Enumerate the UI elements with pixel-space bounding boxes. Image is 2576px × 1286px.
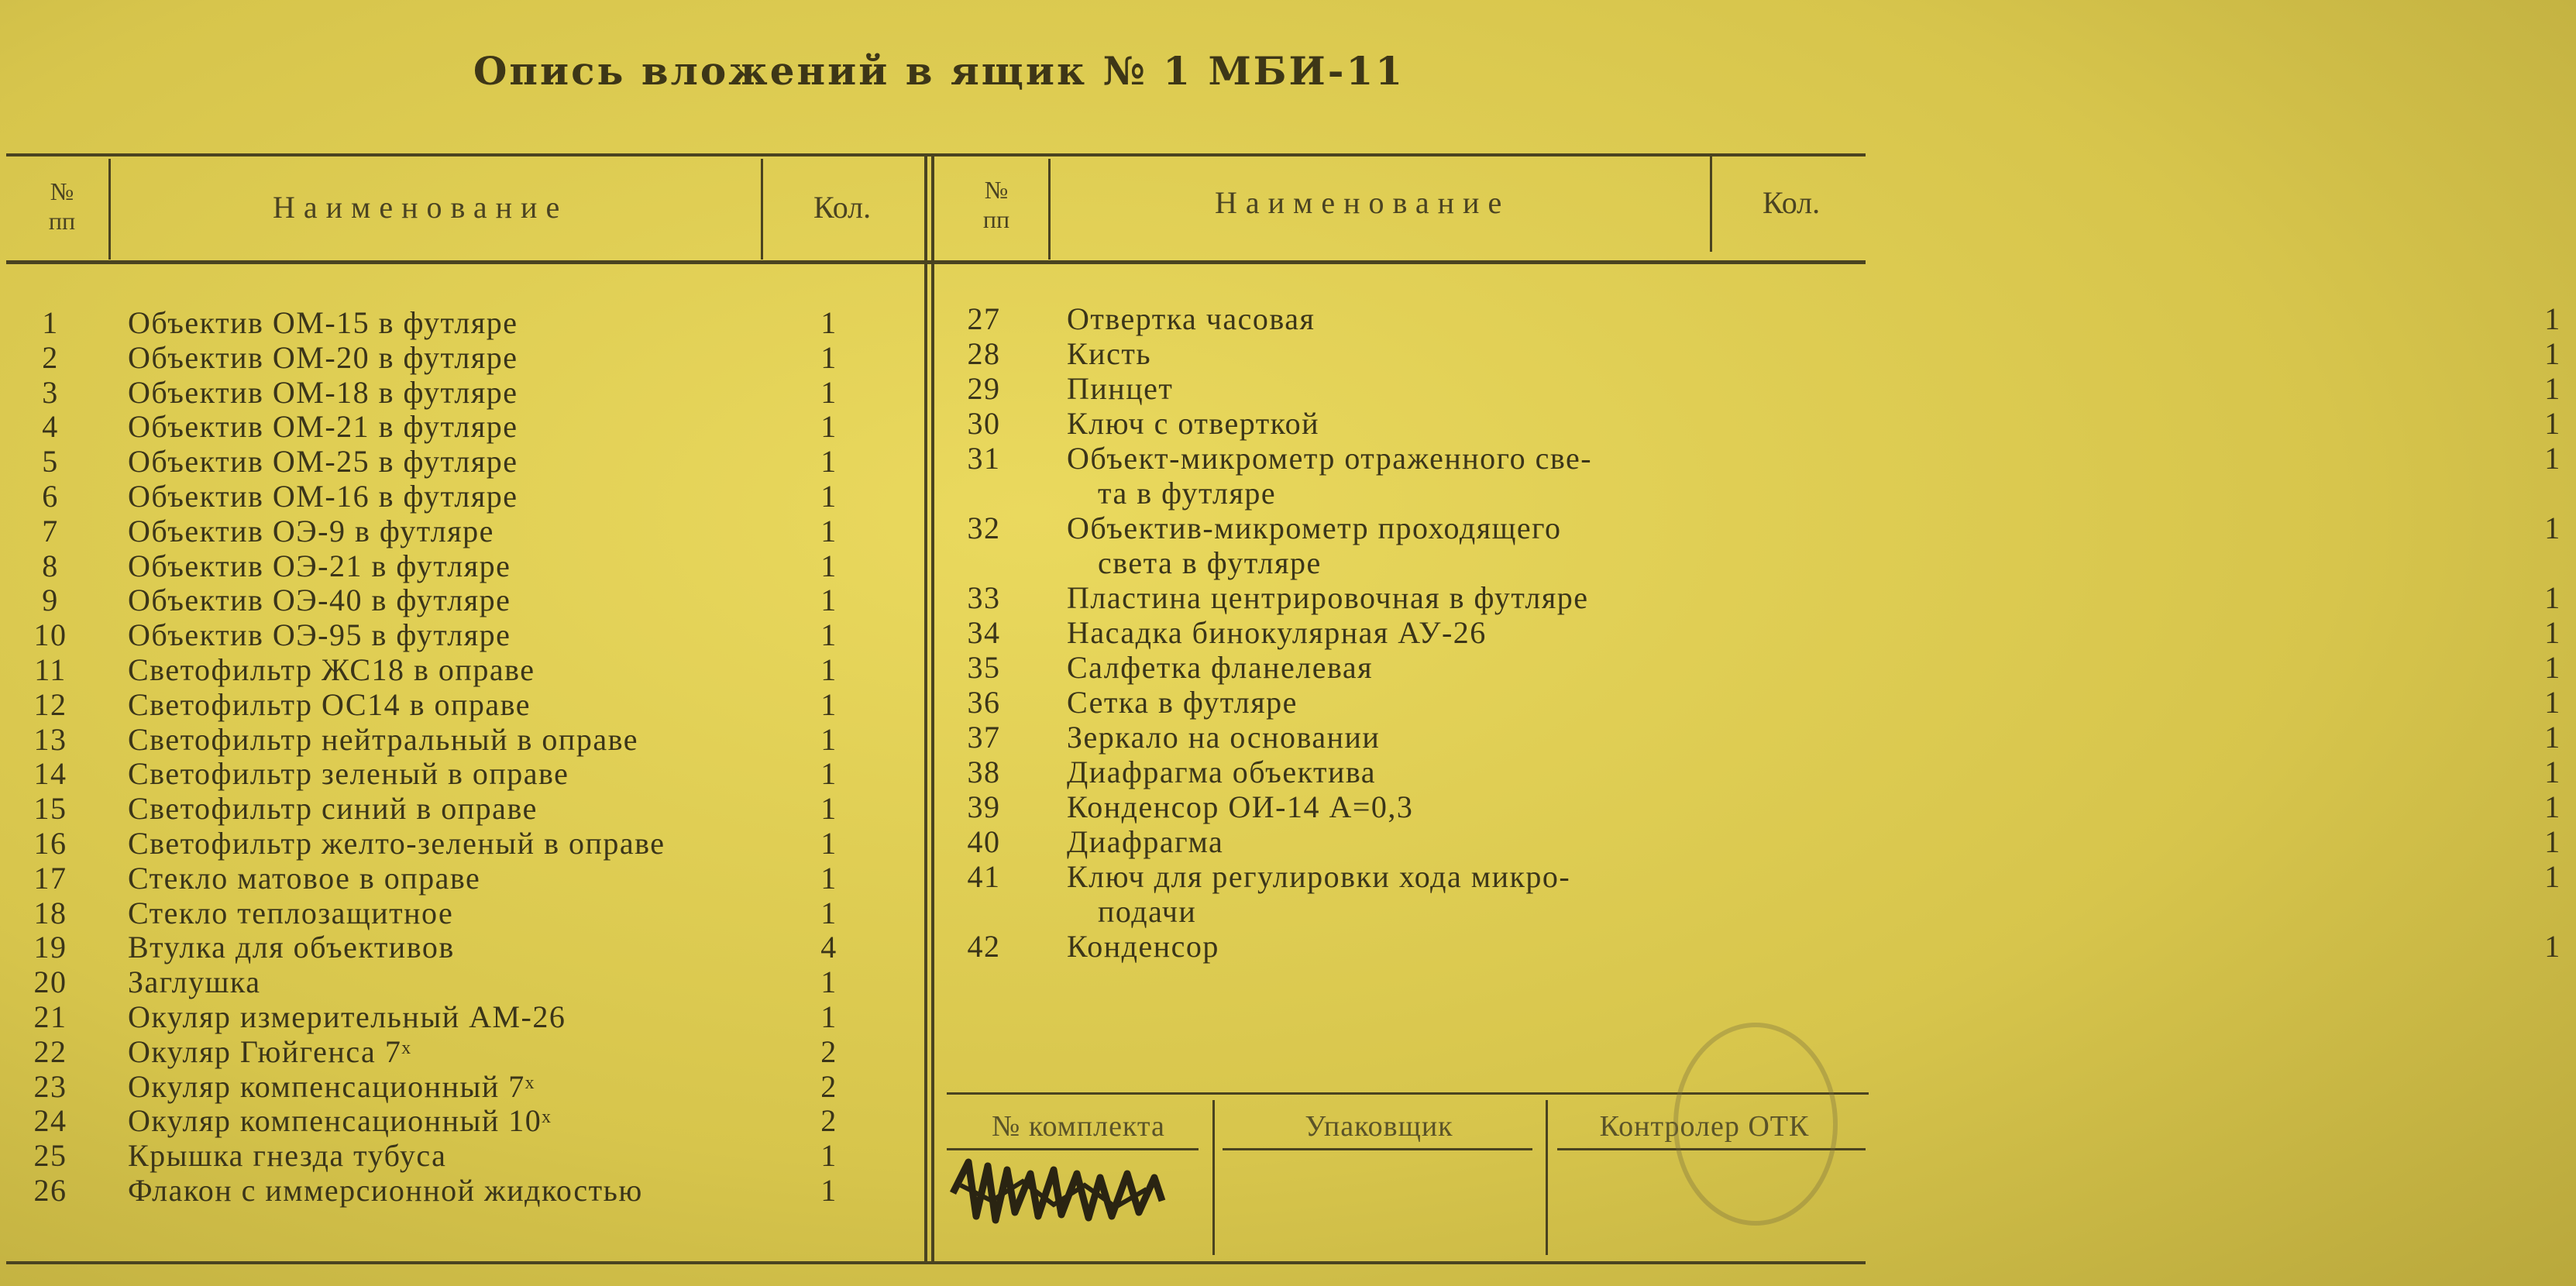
item-name: Кисть (1067, 336, 1152, 371)
item-number: 17 (33, 860, 67, 896)
item-name: Светофильтр ЖС18 в оправе (128, 652, 535, 687)
right-header-sep-2 (1710, 155, 1712, 252)
item-number: 8 (42, 548, 59, 583)
item-name: Сетка в футляре (1067, 685, 1298, 720)
item-name: Объектив ОМ-25 в футляре (128, 444, 518, 480)
item-quantity: 1 (820, 305, 837, 340)
item-number: 16 (33, 826, 67, 861)
item-number: 23 (33, 1068, 67, 1104)
item-number: 13 (33, 721, 67, 757)
item-quantity: 2 (820, 1068, 837, 1104)
item-quantity: 1 (820, 617, 837, 653)
item-name: Объектив ОЭ-21 в футляре (128, 548, 511, 583)
item-name: Ключ для регулировки хода микро- (1067, 859, 1571, 894)
item-name: Светофильтр зеленый в оправе (128, 756, 569, 792)
item-number: 24 (33, 1103, 67, 1139)
item-quantity: 1 (2544, 720, 2561, 755)
item-quantity: 1 (2544, 406, 2561, 441)
item-number: 5 (42, 444, 59, 480)
right-header-sep-1 (1048, 159, 1051, 260)
item-number: 21 (33, 999, 67, 1034)
item-quantity: 1 (820, 479, 837, 514)
item-name: Окуляр компенсационный 10ˣ (128, 1103, 552, 1139)
item-number: 33 (967, 580, 1001, 615)
item-name: Объектив ОЭ-40 в футляре (128, 583, 511, 618)
item-name: Окуляр Гюйгенса 7ˣ (128, 1033, 412, 1069)
item-name: Конденсор (1067, 929, 1219, 964)
item-name: Отвертка часовая (1067, 301, 1316, 336)
handwritten-serial-scribble (945, 1147, 1170, 1240)
item-number: 18 (33, 895, 67, 930)
packer-label: Упаковщик (1305, 1110, 1453, 1143)
item-name: Крышка гнезда тубуса (128, 1138, 447, 1174)
item-name: Объектив ОЭ-95 в футляре (128, 617, 511, 653)
item-name: Конденсор ОИ-14 А=0,3 (1067, 789, 1414, 824)
right-header-name: Наименование (1215, 185, 1511, 220)
item-number: 19 (33, 930, 67, 965)
item-name: Диафрагма объектива (1067, 755, 1376, 789)
item-quantity: 1 (820, 1173, 837, 1208)
item-number: 28 (967, 336, 1001, 371)
item-quantity: 1 (820, 513, 837, 548)
item-number: 36 (967, 685, 1001, 720)
item-name: Стекло матовое в оправе (128, 860, 481, 896)
item-quantity: 1 (2544, 441, 2561, 476)
item-number: 31 (967, 441, 1001, 476)
item-quantity: 1 (820, 444, 837, 480)
item-name: Окуляр измерительный АМ-26 (128, 999, 566, 1034)
right-header-qty: Кол. (1763, 185, 1821, 220)
item-number: 25 (33, 1138, 67, 1174)
item-name: Пинцет (1067, 371, 1174, 406)
item-name: Втулка для объективов (128, 930, 455, 965)
item-quantity: 1 (820, 548, 837, 583)
item-name-continuation: подачи (1098, 894, 1197, 929)
item-quantity: 1 (2544, 336, 2561, 371)
item-quantity: 1 (2544, 615, 2561, 650)
item-quantity: 1 (820, 756, 837, 792)
middle-separator-a (924, 155, 927, 1263)
item-quantity: 1 (2544, 511, 2561, 545)
item-number: 29 (967, 371, 1001, 406)
item-name: Объектив ОМ-15 в футляре (128, 305, 518, 340)
item-number: 3 (42, 374, 59, 410)
item-quantity: 1 (820, 860, 837, 896)
item-number: 11 (34, 652, 67, 687)
item-number: 22 (33, 1033, 67, 1069)
item-quantity: 1 (2544, 371, 2561, 406)
item-quantity: 1 (820, 583, 837, 618)
item-number: 39 (967, 789, 1001, 824)
item-number: 27 (967, 301, 1001, 336)
otk-stamp (1673, 1023, 1838, 1226)
item-quantity: 1 (2544, 580, 2561, 615)
signature-sep-1 (1212, 1100, 1215, 1255)
item-quantity: 1 (2544, 929, 2561, 964)
item-name: Объектив ОЭ-9 в футляре (128, 513, 494, 548)
left-header-name: Наименование (273, 190, 569, 225)
item-quantity: 1 (820, 721, 837, 757)
item-quantity: 1 (2544, 859, 2561, 894)
item-name: Светофильтр синий в оправе (128, 791, 538, 827)
item-quantity: 1 (820, 964, 837, 1000)
item-name: Светофильтр нейтральный в оправе (128, 721, 638, 757)
item-number: 34 (967, 615, 1001, 650)
packer-underline (1223, 1148, 1532, 1150)
item-quantity: 1 (2544, 685, 2561, 720)
item-number: 30 (967, 406, 1001, 441)
item-quantity: 1 (820, 374, 837, 410)
item-quantity: 1 (2544, 789, 2561, 824)
item-quantity: 1 (820, 1138, 837, 1174)
item-name: Объектив ОМ-21 в футляре (128, 409, 518, 445)
item-quantity: 1 (820, 895, 837, 930)
inspector-label: Контролер ОТК (1599, 1110, 1810, 1143)
item-number: 40 (967, 824, 1001, 859)
kit-number-label: № комплекта (992, 1110, 1165, 1143)
item-name-continuation: света в футляре (1098, 545, 1322, 580)
item-name: Диафрагма (1067, 824, 1224, 859)
item-number: 38 (967, 755, 1001, 789)
item-number: 42 (967, 929, 1001, 964)
item-number: 2 (42, 339, 59, 375)
item-name: Зеркало на основании (1067, 720, 1381, 755)
item-number: 14 (33, 756, 67, 792)
item-quantity: 1 (820, 999, 837, 1034)
item-number: 12 (33, 686, 67, 722)
item-quantity: 1 (820, 791, 837, 827)
signature-sep-2 (1546, 1100, 1548, 1255)
item-number: 7 (42, 513, 59, 548)
item-name: Заглушка (128, 964, 261, 1000)
header-bottom-border (6, 260, 1866, 264)
left-header-sep-1 (108, 159, 111, 260)
item-number: 6 (42, 479, 59, 514)
item-quantity: 1 (820, 652, 837, 687)
item-quantity: 2 (820, 1033, 837, 1069)
table-top-border (6, 153, 1866, 156)
item-name: Объект-микрометр отраженного све- (1067, 441, 1593, 476)
item-quantity: 1 (820, 686, 837, 722)
item-name: Насадка бинокулярная АУ-26 (1067, 615, 1487, 650)
item-quantity: 1 (2544, 650, 2561, 685)
item-name: Светофильтр желто-зеленый в оправе (128, 826, 665, 861)
item-name: Ключ с отверткой (1067, 406, 1319, 441)
item-name: Объектив ОМ-16 в футляре (128, 479, 518, 514)
item-name: Объектив ОМ-20 в футляре (128, 339, 518, 375)
right-header-num: № пп (982, 176, 1010, 233)
item-name: Стекло теплозащитное (128, 895, 454, 930)
item-number: 32 (967, 511, 1001, 545)
item-quantity: 2 (820, 1103, 837, 1139)
left-header-num: № пп (48, 177, 76, 235)
item-name: Светофильтр ОС14 в оправе (128, 686, 531, 722)
item-name: Объектив ОМ-18 в футляре (128, 374, 518, 410)
item-number: 37 (967, 720, 1001, 755)
item-number: 20 (33, 964, 67, 1000)
item-number: 35 (967, 650, 1001, 685)
item-name: Окуляр компенсационный 7ˣ (128, 1068, 535, 1104)
table-bottom-border (6, 1261, 1866, 1264)
item-number: 41 (967, 859, 1001, 894)
item-number: 1 (42, 305, 59, 340)
item-quantity: 4 (820, 930, 837, 965)
page-title: Опись вложений в ящик № 1 МБИ-11 (473, 48, 1405, 94)
item-number: 9 (42, 583, 59, 618)
item-name: Флакон с иммерсионной жидкостью (128, 1173, 643, 1208)
item-number: 15 (33, 791, 67, 827)
left-header-sep-2 (761, 159, 763, 260)
item-name: Пластина центрировочная в футляре (1067, 580, 1589, 615)
item-number: 10 (33, 617, 67, 653)
item-quantity: 1 (820, 409, 837, 445)
item-number: 26 (33, 1173, 67, 1208)
item-name-continuation: та в футляре (1098, 476, 1277, 511)
item-number: 4 (42, 409, 59, 445)
left-header-qty: Кол. (813, 190, 872, 225)
item-quantity: 1 (820, 339, 837, 375)
item-quantity: 1 (820, 826, 837, 861)
item-quantity: 1 (2544, 301, 2561, 336)
item-name: Объектив-микрометр проходящего (1067, 511, 1562, 545)
item-name: Салфетка фланелевая (1067, 650, 1374, 685)
item-quantity: 1 (2544, 755, 2561, 789)
item-quantity: 1 (2544, 824, 2561, 859)
